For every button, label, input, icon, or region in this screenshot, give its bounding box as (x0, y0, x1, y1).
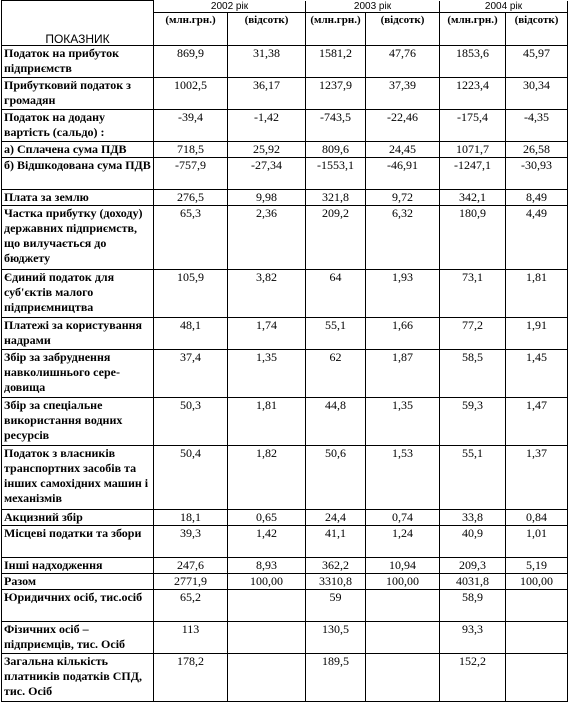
cell-mln: -1553,1 (306, 157, 366, 189)
cell-pct: 8,93 (228, 557, 306, 573)
cell-pct: -4,35 (506, 109, 568, 141)
cell-pct: 3,82 (228, 269, 306, 317)
cell-mln: 58,9 (440, 589, 506, 621)
cell-mln: 1237,9 (306, 77, 366, 109)
table-row (2, 397, 568, 445)
unit-pct-header: (відсотк) (228, 12, 306, 45)
table-row (2, 589, 568, 621)
cell-pct: 30,34 (506, 77, 568, 109)
cell-pct: 1,35 (228, 349, 306, 397)
cell-mln: 41,1 (306, 525, 366, 557)
cell-mln: -39,4 (154, 109, 228, 141)
cell-pct: 10,94 (366, 557, 440, 573)
cell-mln: 73,1 (440, 269, 506, 317)
cell-mln: 130,5 (306, 621, 366, 653)
unit-pct-header: (відсотк) (506, 12, 568, 45)
year-2004-header: 2004 рік (440, 1, 568, 13)
cell-mln: 105,9 (154, 269, 228, 317)
row-label: Юридичних осіб, тис.осіб (2, 589, 154, 621)
row-label: Податок на додану вартість (сальдо) : (2, 109, 154, 141)
cell-mln: -175,4 (440, 109, 506, 141)
cell-pct: 45,97 (506, 45, 568, 77)
cell-mln: 62 (306, 349, 366, 397)
cell-pct: 1,81 (506, 269, 568, 317)
cell-mln: 58,5 (440, 349, 506, 397)
cell-mln: 44,8 (306, 397, 366, 445)
row-label: Платежі за користування надрами (2, 317, 154, 349)
cell-pct: -1,42 (228, 109, 306, 141)
cell-pct: 9,72 (366, 189, 440, 205)
cell-pct: -27,34 (228, 157, 306, 189)
cell-pct: 1,53 (366, 445, 440, 509)
cell-mln: 1071,7 (440, 141, 506, 157)
cell-pct (228, 621, 306, 653)
table-row (2, 45, 568, 77)
table-row (2, 189, 568, 205)
table-row (2, 157, 568, 189)
row-label: Разом (2, 573, 154, 589)
cell-mln: 24,4 (306, 509, 366, 525)
cell-pct: 0,84 (506, 509, 568, 525)
cell-pct: 4,49 (506, 205, 568, 269)
cell-pct: 26,58 (506, 141, 568, 157)
cell-mln: 65,2 (154, 589, 228, 621)
year-2003-header: 2003 рік (306, 1, 440, 13)
cell-pct: 9,98 (228, 189, 306, 205)
row-label: Єдиний податок для суб'єктів малого підприємництва (2, 269, 154, 317)
row-label: Збір за спеціальне використання водних ресурсів (2, 397, 154, 445)
unit-mln-header: (млн.грн.) (440, 12, 506, 45)
row-label: Акцизний збір (2, 509, 154, 525)
cell-mln: 93,3 (440, 621, 506, 653)
table-row (2, 349, 568, 397)
cell-pct (366, 589, 440, 621)
cell-pct: 1,24 (366, 525, 440, 557)
cell-mln: 189,5 (306, 653, 366, 701)
table-row (2, 621, 568, 653)
cell-mln: 50,6 (306, 445, 366, 509)
row-label: Плата за землю (2, 189, 154, 205)
cell-mln: -743,5 (306, 109, 366, 141)
cell-mln: 247,6 (154, 557, 228, 573)
cell-pct (506, 621, 568, 653)
row-label: Фізичних осіб –підприємців, тис. Осіб (2, 621, 154, 653)
cell-pct: 1,74 (228, 317, 306, 349)
unit-mln-header: (млн.грн.) (306, 12, 366, 45)
indicator-header: ПОКАЗНИК (2, 1, 154, 46)
cell-pct: 5,19 (506, 557, 568, 573)
row-label: Прибутковий податок з громадян (2, 77, 154, 109)
table-row (2, 205, 568, 269)
cell-mln: 718,5 (154, 141, 228, 157)
row-label: Загальна кількість платників податків СПД, тис. Осіб (2, 653, 154, 701)
table-row (2, 509, 568, 525)
cell-mln: 1002,5 (154, 77, 228, 109)
tax-revenue-table (1, 0, 568, 702)
cell-pct (228, 653, 306, 701)
cell-pct: 1,47 (506, 397, 568, 445)
table-row (2, 77, 568, 109)
cell-mln: 2771,9 (154, 573, 228, 589)
cell-mln: 869,9 (154, 45, 228, 77)
cell-pct (366, 621, 440, 653)
cell-pct: 1,01 (506, 525, 568, 557)
table-row (2, 653, 568, 701)
cell-pct (228, 589, 306, 621)
cell-mln: 55,1 (306, 317, 366, 349)
cell-pct: 0,74 (366, 509, 440, 525)
unit-pct-header: (відсотк) (366, 12, 440, 45)
cell-pct: 100,00 (366, 573, 440, 589)
table-row (2, 525, 568, 557)
cell-mln: 180,9 (440, 205, 506, 269)
cell-pct: 24,45 (366, 141, 440, 157)
row-label: Місцеві податки та збори (2, 525, 154, 557)
cell-mln: 3310,8 (306, 573, 366, 589)
year-2002-header: 2002 рік (154, 1, 306, 13)
cell-mln: 50,3 (154, 397, 228, 445)
cell-pct: 1,66 (366, 317, 440, 349)
cell-mln: 4031,8 (440, 573, 506, 589)
cell-pct (366, 653, 440, 701)
row-label: Частка прибутку (доходу) державних підприємств, що вилучається до бюджету (2, 205, 154, 269)
table-body (2, 45, 568, 701)
year-header-row (2, 1, 568, 13)
cell-pct: 8,49 (506, 189, 568, 205)
row-label: б) Відшкодована сума ПДВ (2, 157, 154, 189)
cell-pct: 1,91 (506, 317, 568, 349)
cell-mln: 1581,2 (306, 45, 366, 77)
cell-pct: 1,35 (366, 397, 440, 445)
cell-mln: 55,1 (440, 445, 506, 509)
cell-pct: 25,92 (228, 141, 306, 157)
cell-mln: 152,2 (440, 653, 506, 701)
table-row (2, 141, 568, 157)
cell-pct: 31,38 (228, 45, 306, 77)
cell-mln: 276,5 (154, 189, 228, 205)
table-row (2, 557, 568, 573)
cell-mln: 342,1 (440, 189, 506, 205)
cell-mln: 59 (306, 589, 366, 621)
cell-mln: 321,8 (306, 189, 366, 205)
cell-mln: 77,2 (440, 317, 506, 349)
cell-pct: 100,00 (228, 573, 306, 589)
table-row (2, 269, 568, 317)
cell-mln: 18,1 (154, 509, 228, 525)
cell-mln: 362,2 (306, 557, 366, 573)
row-label: Податок з власників транспортних засобів та інших самохідних машин і механізмів (2, 445, 154, 509)
cell-pct: 1,87 (366, 349, 440, 397)
cell-mln: 33,8 (440, 509, 506, 525)
cell-pct: 100,00 (506, 573, 568, 589)
table-row (2, 317, 568, 349)
cell-mln: 39,3 (154, 525, 228, 557)
row-label: Збір за забруднення навколишнього сере-довища (2, 349, 154, 397)
cell-pct: 37,39 (366, 77, 440, 109)
table-row (2, 445, 568, 509)
cell-pct: 47,76 (366, 45, 440, 77)
cell-pct: 1,45 (506, 349, 568, 397)
cell-mln: 209,2 (306, 205, 366, 269)
cell-pct: 1,82 (228, 445, 306, 509)
cell-pct: 0,65 (228, 509, 306, 525)
row-label: а) Сплачена сума ПДВ (2, 141, 154, 157)
cell-mln: 809,6 (306, 141, 366, 157)
cell-mln: 59,3 (440, 397, 506, 445)
cell-mln: 37,4 (154, 349, 228, 397)
cell-mln: 1853,6 (440, 45, 506, 77)
cell-mln: 48,1 (154, 317, 228, 349)
row-label: Податок на прибуток підприємств (2, 45, 154, 77)
cell-pct: 2,36 (228, 205, 306, 269)
cell-mln: 209,3 (440, 557, 506, 573)
cell-mln: -1247,1 (440, 157, 506, 189)
cell-mln: 113 (154, 621, 228, 653)
cell-pct: 1,81 (228, 397, 306, 445)
unit-mln-header: (млн.грн.) (154, 12, 228, 45)
cell-pct: -30,93 (506, 157, 568, 189)
table-row (2, 573, 568, 589)
cell-mln: 50,4 (154, 445, 228, 509)
row-label: Інші надходження (2, 557, 154, 573)
cell-mln: 178,2 (154, 653, 228, 701)
cell-pct: 36,17 (228, 77, 306, 109)
cell-mln: -757,9 (154, 157, 228, 189)
cell-mln: 64 (306, 269, 366, 317)
cell-pct: -46,91 (366, 157, 440, 189)
cell-pct: -22,46 (366, 109, 440, 141)
cell-mln: 1223,4 (440, 77, 506, 109)
cell-pct: 1,42 (228, 525, 306, 557)
cell-mln: 40,9 (440, 525, 506, 557)
cell-mln: 65,3 (154, 205, 228, 269)
cell-pct (506, 653, 568, 701)
cell-pct: 1,37 (506, 445, 568, 509)
cell-pct: 1,93 (366, 269, 440, 317)
cell-pct: 6,32 (366, 205, 440, 269)
table-row (2, 109, 568, 141)
cell-pct (506, 589, 568, 621)
